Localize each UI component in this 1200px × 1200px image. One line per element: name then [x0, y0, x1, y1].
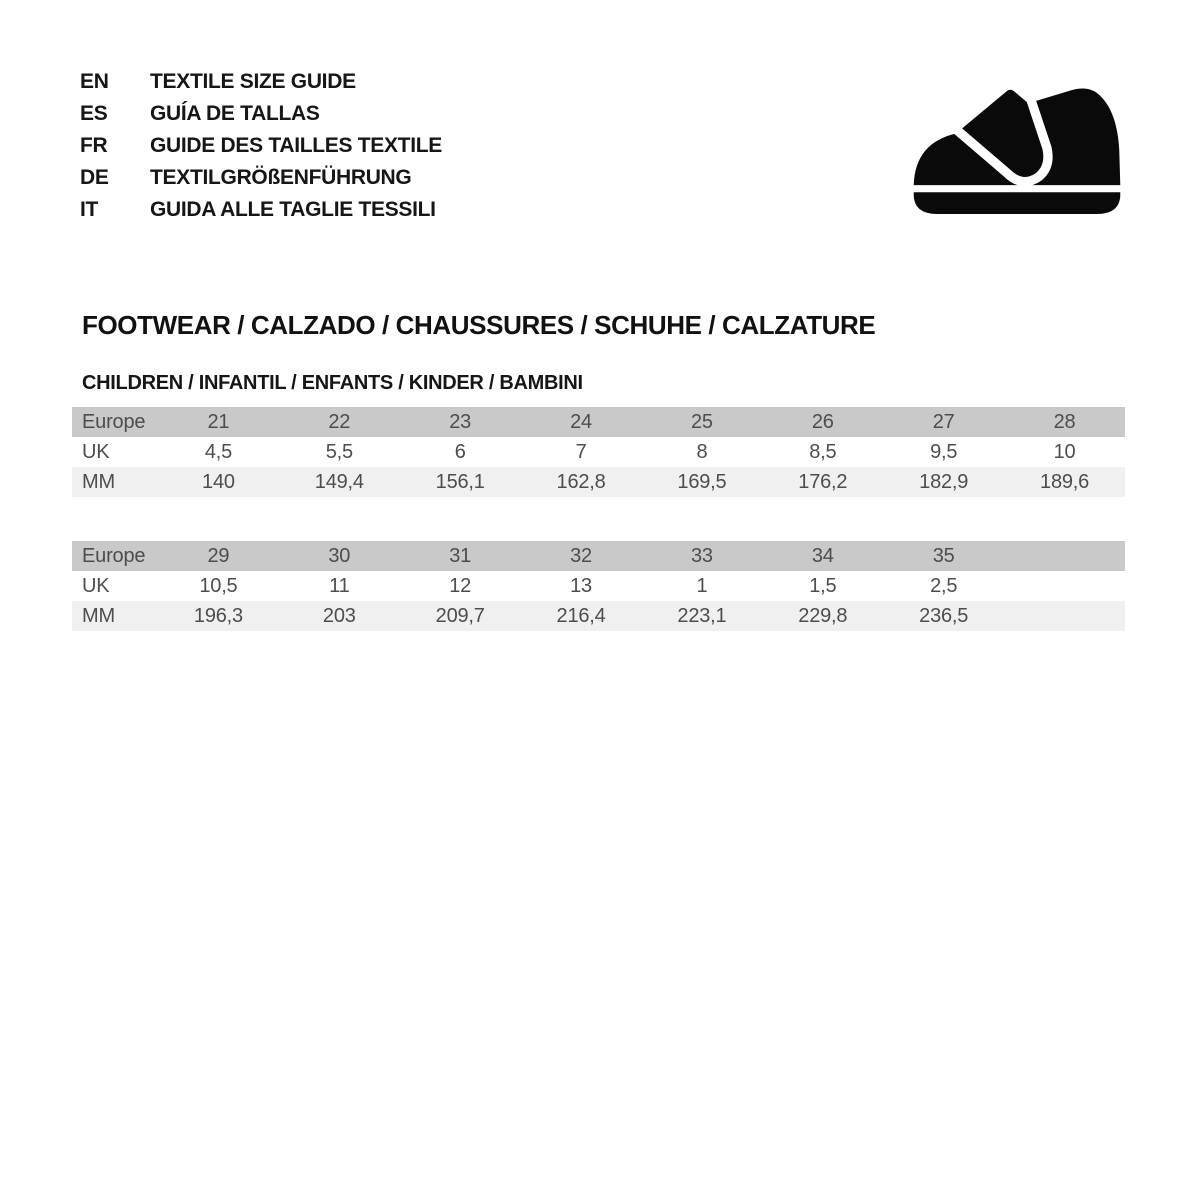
size-cell: 34: [811, 544, 834, 567]
table-row-mm: [72, 601, 1125, 631]
size-cell: 27: [932, 410, 955, 433]
size-cell: 236,5: [919, 604, 969, 627]
language-row-de: [80, 162, 442, 194]
table-row-mm: [72, 467, 1125, 497]
size-cell: 203: [322, 604, 356, 627]
size-cell: 23: [449, 410, 472, 433]
children-size-table-2: [72, 541, 1125, 631]
language-row-en: [80, 66, 442, 98]
size-cell: 7: [575, 440, 587, 463]
size-cell: 6: [454, 440, 466, 463]
size-cell: 26: [811, 410, 834, 433]
size-cell: 169,5: [677, 470, 727, 493]
table-row-uk: [72, 437, 1125, 467]
row-label: MM: [82, 604, 115, 627]
table-row-europe: [72, 541, 1125, 571]
size-cell: 176,2: [798, 470, 848, 493]
size-cell: 140: [202, 470, 235, 493]
language-label: TEXTILE SIZE GUIDE: [150, 70, 356, 93]
size-cell: 12: [449, 574, 472, 597]
size-cell: 156,1: [435, 470, 485, 493]
size-cell: 229,8: [798, 604, 848, 627]
size-cell: 21: [207, 410, 230, 433]
row-label: UK: [82, 574, 110, 597]
size-cell: 13: [570, 574, 592, 597]
children-section-subtitle: CHILDREN / INFANTIL / ENFANTS / KINDER / BAMBINI: [82, 372, 583, 394]
size-cell: 182,9: [919, 470, 969, 493]
language-list: [80, 66, 442, 226]
language-row-fr: [80, 130, 442, 162]
language-code: IT: [80, 198, 99, 221]
language-label: GUIDA ALLE TAGLIE TESSILI: [150, 198, 436, 221]
row-label: UK: [82, 440, 110, 463]
language-label: TEXTILGRÖßENFÜHRUNG: [150, 166, 412, 189]
size-cell: 31: [449, 544, 472, 567]
size-cell: 216,4: [556, 604, 606, 627]
language-row-it: [80, 194, 442, 226]
language-code: DE: [80, 166, 109, 189]
size-cell: 24: [570, 410, 592, 433]
size-cell: 10: [1053, 440, 1076, 463]
language-code: FR: [80, 134, 108, 157]
children-size-table-1: [72, 407, 1125, 497]
size-cell: 196,3: [193, 604, 243, 627]
row-label: Europe: [82, 544, 146, 567]
size-cell: 9,5: [930, 440, 958, 463]
size-cell: 223,1: [677, 604, 727, 627]
language-code: ES: [80, 102, 108, 125]
size-cell: 1: [696, 574, 708, 597]
size-cell: 33: [691, 544, 713, 567]
size-cell: 209,7: [435, 604, 485, 627]
size-cell: 35: [932, 544, 955, 567]
size-cell: 28: [1053, 410, 1076, 433]
size-cell: 5,5: [325, 440, 353, 463]
table-row-uk: [72, 571, 1125, 601]
size-cell: 8: [696, 440, 708, 463]
footwear-section-title: FOOTWEAR / CALZADO / CHAUSSURES / SCHUHE / CALZATURE: [82, 310, 876, 340]
language-code: EN: [80, 70, 109, 93]
row-label: MM: [82, 470, 115, 493]
size-cell: 25: [691, 410, 713, 433]
size-cell: 10,5: [199, 574, 238, 597]
language-label: GUÍA DE TALLAS: [150, 102, 320, 125]
size-cell: 149,4: [314, 470, 364, 493]
size-cell: 30: [328, 544, 351, 567]
row-label: Europe: [82, 410, 146, 433]
language-label: GUIDE DES TAILLES TEXTILE: [150, 134, 442, 157]
size-cell: 8,5: [809, 440, 837, 463]
size-cell: 1,5: [809, 574, 837, 597]
size-cell: 22: [328, 410, 351, 433]
size-cell: 32: [570, 544, 592, 567]
size-cell: 189,6: [1040, 470, 1090, 493]
size-cell: 11: [329, 574, 350, 597]
table-row-europe: [72, 407, 1125, 437]
size-cell: 4,5: [204, 440, 233, 463]
size-cell: 29: [207, 544, 230, 567]
size-cell: 2,5: [930, 574, 958, 597]
size-cell: 162,8: [556, 470, 606, 493]
children-shoe-icon: [908, 88, 1126, 214]
language-row-es: [80, 98, 442, 130]
